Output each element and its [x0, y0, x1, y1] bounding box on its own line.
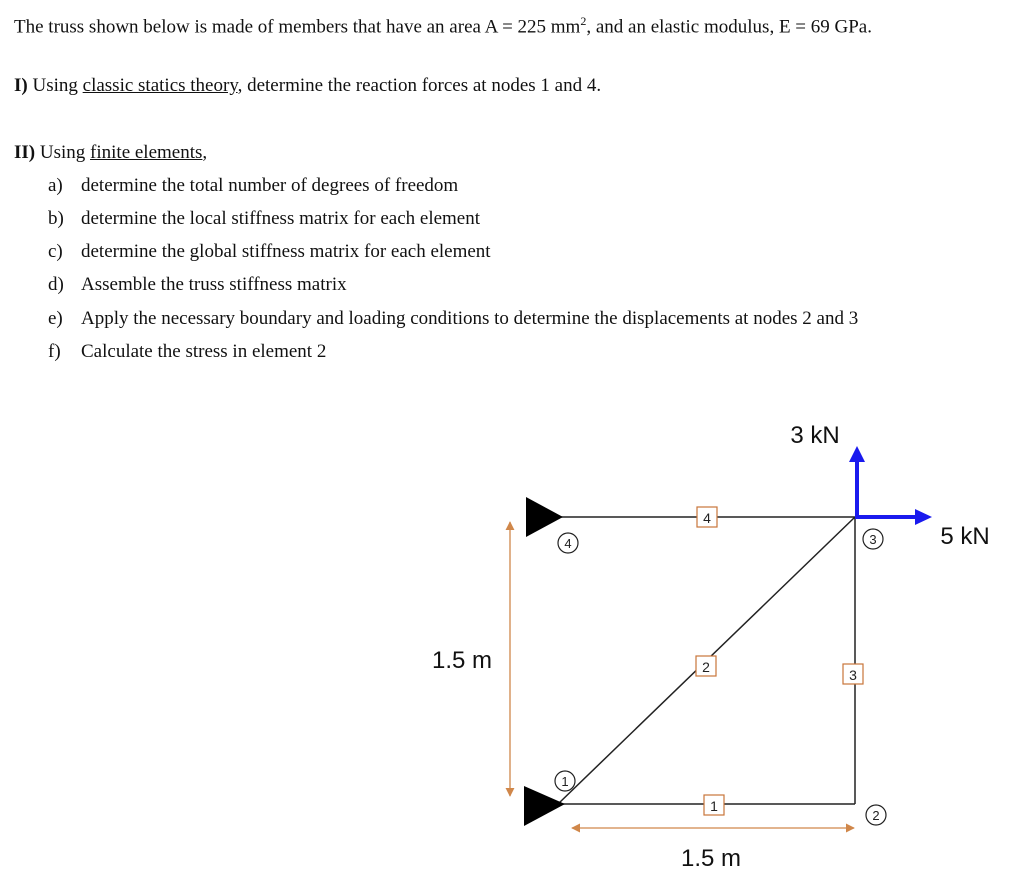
item-text: Calculate the stress in element 2 — [81, 341, 327, 362]
node-circle-4 — [558, 533, 578, 553]
item-label: c) — [48, 241, 63, 262]
load-3kn-arrowhead — [849, 446, 865, 462]
node-label-4: 4 — [564, 536, 572, 551]
part-2-label: II) — [14, 142, 36, 163]
part-2-underlined: finite elements — [90, 142, 203, 163]
part-2-post: , — [202, 142, 208, 163]
item-label: a) — [48, 175, 63, 196]
node-circle-3 — [863, 529, 883, 549]
node-label-3: 3 — [869, 532, 877, 547]
item-label: f) — [48, 341, 61, 362]
element-label-2: 2 — [702, 659, 710, 675]
item-text: determine the local stiffness matrix for each element — [81, 208, 481, 229]
item-label: b) — [48, 208, 64, 229]
pin-support-node-1 — [524, 786, 565, 826]
load-5kn-arrowhead — [915, 509, 932, 525]
item-text: determine the total number of degrees of freedom — [81, 175, 459, 196]
pin-support-node-4 — [526, 497, 563, 537]
intro-superscript: 2 — [580, 14, 587, 28]
element-box-3 — [843, 664, 863, 684]
item-text: Apply the necessary boundary and loading conditions to determine the displacements at nodes 2 and 3 — [81, 308, 859, 329]
node-circle-1 — [555, 771, 575, 791]
element-label-3: 3 — [849, 667, 857, 683]
part-1-label: I) — [14, 75, 28, 96]
item-label: e) — [48, 308, 63, 329]
item-text: determine the global stiffness matrix for each element — [81, 241, 491, 262]
item-label: d) — [48, 274, 64, 295]
load-3kn-label: 3 kN — [790, 422, 840, 449]
horizontal-dimension-label: 1.5 m — [680, 845, 742, 872]
part-1-underlined: classic statics theory — [82, 75, 238, 96]
intro-prefix: The truss shown below is made of members that have an area A = 225 mm — [14, 16, 581, 38]
node-circle-2 — [866, 805, 886, 825]
element-box-1 — [704, 795, 724, 815]
element-box-2 — [696, 656, 716, 676]
part-2-pre: Using — [39, 142, 86, 163]
item-text: Assemble the truss stiffness matrix — [81, 274, 347, 295]
element-label-1: 1 — [710, 798, 718, 814]
node-label-1: 1 — [561, 774, 569, 789]
part-1-pre: Using — [32, 75, 78, 96]
element-box-4 — [697, 507, 717, 527]
part-1-post: , determine the reaction forces at nodes 1 and 4. — [237, 75, 602, 96]
node-label-2: 2 — [872, 808, 880, 823]
element-label-4: 4 — [703, 510, 711, 526]
intro-suffix: , and an elastic modulus, E = 69 GPa. — [586, 16, 872, 38]
vertical-dimension-label: 1.5 m — [431, 647, 493, 674]
load-5kn-label: 5 kN — [940, 523, 990, 550]
